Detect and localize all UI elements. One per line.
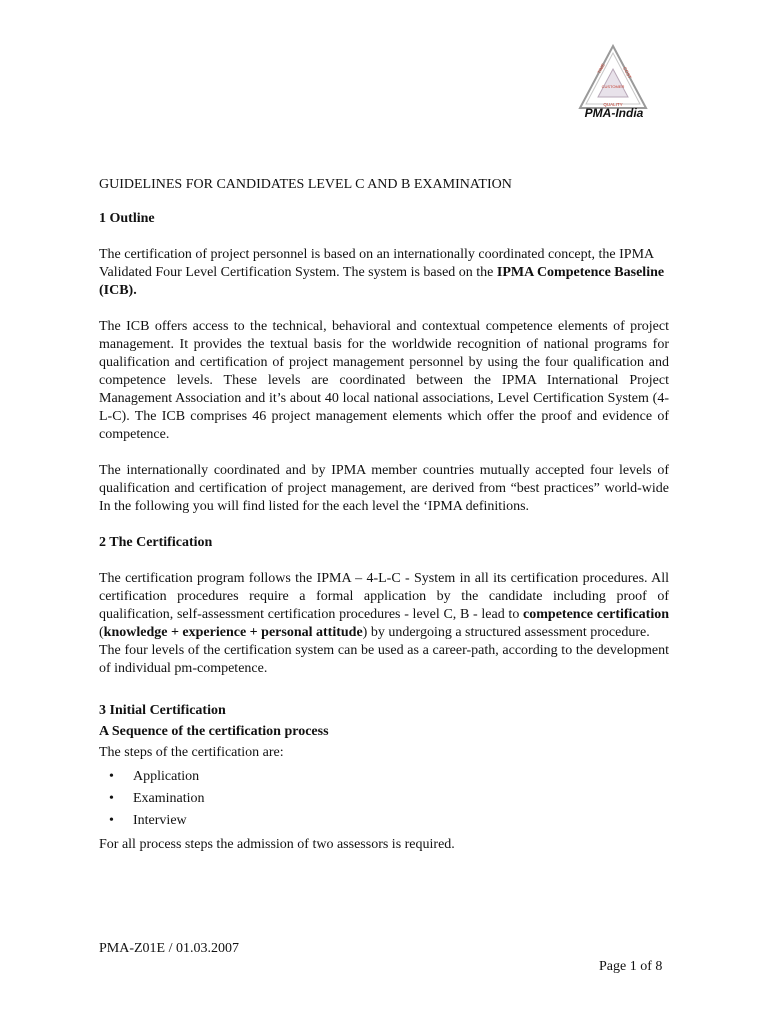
list-item-step [99,810,669,832]
section-heading-certification: 2 The Certification [99,535,213,550]
logo-word-time: TIME [596,62,606,75]
logo-word-quality: QUALITY [603,102,623,107]
document-title: GUIDELINES FOR CANDIDATES LEVEL C AND B EXAMINATION [99,177,512,192]
bullet-icon: • [109,769,114,784]
cert-p1-text-a: The certification program follows the IPMA – 4-L-C - System in all its certification procedures. All certification procedures require a formal application by the candidate including proof of qualification, self-assessment certification procedures - level C, B - lead to [99,571,669,622]
outline-paragraph-1 [99,246,669,300]
competence-formula: knowledge + experience + personal attitude [103,625,363,640]
document-body [99,176,669,854]
pma-india-logo [578,44,648,130]
steps-closing: For all process steps the admission of two assessors is required. [99,837,455,852]
certification-paragraph-2: The four levels of the certification system can be used as a career-path, according to the development of individual pm-competence. [99,643,669,676]
competence-certification-term: competence certification [523,607,669,622]
step-label: Application [133,769,200,784]
list-item-step [99,766,669,788]
bullet-icon: • [109,791,114,806]
outline-p1-text: The certification of project personnel is based on an internationally coordinated concept, the IPMA Validated Four Level Certification System. The system is based on the [99,247,654,280]
step-label: Examination [133,791,205,806]
logo-name: PMA-India [584,106,644,120]
outline-paragraph-3: The internationally coordinated and by IPMA member countries mutually accepted four levels of qualification and certification of project management, are derived from “best practices” world-wide In the following you will find listed for the each level the ‘IPMA definitions. [99,463,669,514]
cert-p1-text-c: ( [99,625,104,640]
section-heading-initial-certification: 3 Initial Certification [99,703,226,718]
logo-word-cost: COST [622,66,633,80]
list-item-step [99,788,669,810]
outline-paragraph-2: The ICB offers access to the technical, behavioral and contextual competence elements of project management. It provides the textual basis for the worldwide recognition of national programs for qualification and certification of project management personnel by using the four qualification and competence levels. These levels are coordinated between the IPMA International Project Management Association and it’s about 40 local national associations, Level Certification System (4-L-C). The ICB comprises 46 project management elements which offer the proof and evidence of competence. [99,319,669,442]
logo-triangle-graphic [578,44,648,114]
steps-intro: The steps of the certification are: [99,745,284,760]
section-heading-outline: 1 Outline [99,211,155,226]
icb-term: IPMA Competence Baseline (ICB). [99,265,665,298]
certification-paragraph-1 [99,570,669,642]
footer-doc-code: PMA-Z01E / 01.03.2007 [99,941,239,956]
steps-list [99,766,669,832]
logo-word-customer: CUSTOMER [601,84,625,89]
subheading-sequence: A Sequence of the certification process [99,724,329,739]
footer-page-number: Page 1 of 8 [599,959,663,974]
cert-p1-text-d: ) by undergoing a structured assessment procedure. [362,625,650,640]
step-label: Interview [133,813,187,828]
bullet-icon: • [109,813,114,828]
